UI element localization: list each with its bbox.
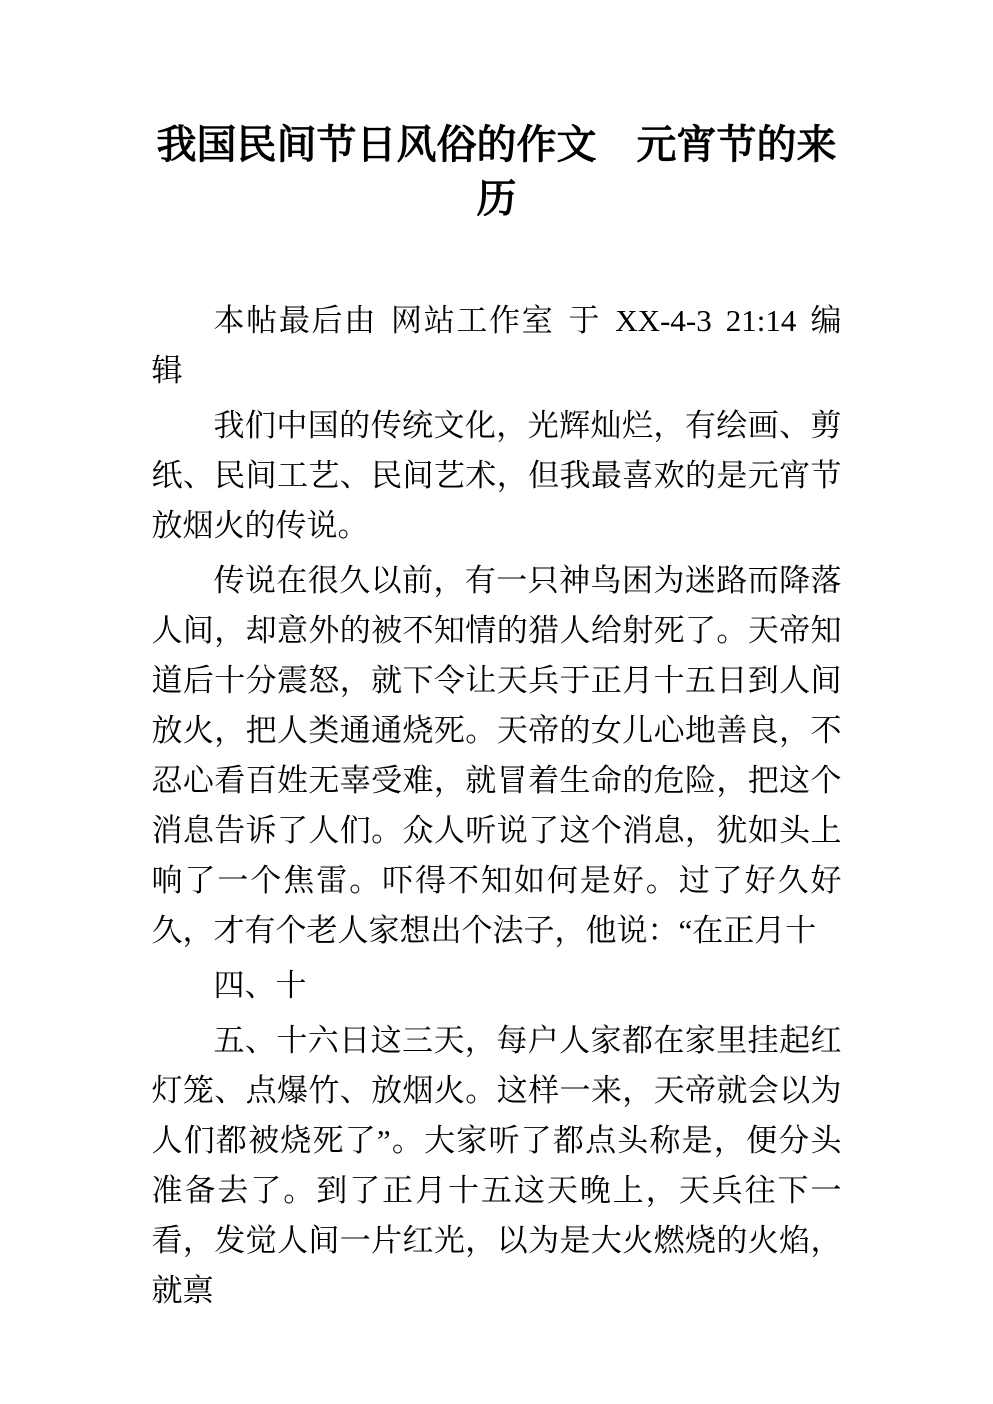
paragraph-legend-2: 四、十 bbox=[213, 968, 307, 1003]
paragraph-intro: 我们中国的传统文化，光辉灿烂，有绘画、剪纸、民间工艺、民间艺术，但我最喜欢的是元宵节放烟火的传说。 bbox=[151, 408, 842, 543]
document-body bbox=[152, 296, 842, 1316]
page-title: 我国民间节日风俗的作文 元宵节的来历 bbox=[156, 123, 837, 221]
edit-meta-line: 本帖最后由 网站工作室 于 XX-4-3 21:14 编辑 bbox=[151, 303, 842, 388]
paragraph-legend-3: 五、十六日这三天，每户人家都在家里挂起红灯笼、点爆竹、放烟火。这样一来，天帝就会以为人们都被烧死了”。大家听了都点头称是，便分头准备去了。到了正月十五这天晚上，天兵往下一看，发觉人间一片红光，以为是大火燃烧的火焰，就禀 bbox=[151, 1023, 842, 1308]
paragraph-legend-1: 传说在很久以前，有一只神鸟困为迷路而降落人间，却意外的被不知情的猎人给射死了。天帝知道后十分震怒，就下令让天兵于正月十五日到人间放火，把人类通通烧死。天帝的女儿心地善良，不忍心看百姓无辜受难，就冒着生命的危险，把这个消息告诉了人们。众人听说了这个消息，犹如头上响了一个焦雷。吓得不知如何是好。过了好久好久，才有个老人家想出个法子，他说：“在正月十 bbox=[151, 563, 842, 948]
document-page bbox=[152, 0, 842, 1316]
